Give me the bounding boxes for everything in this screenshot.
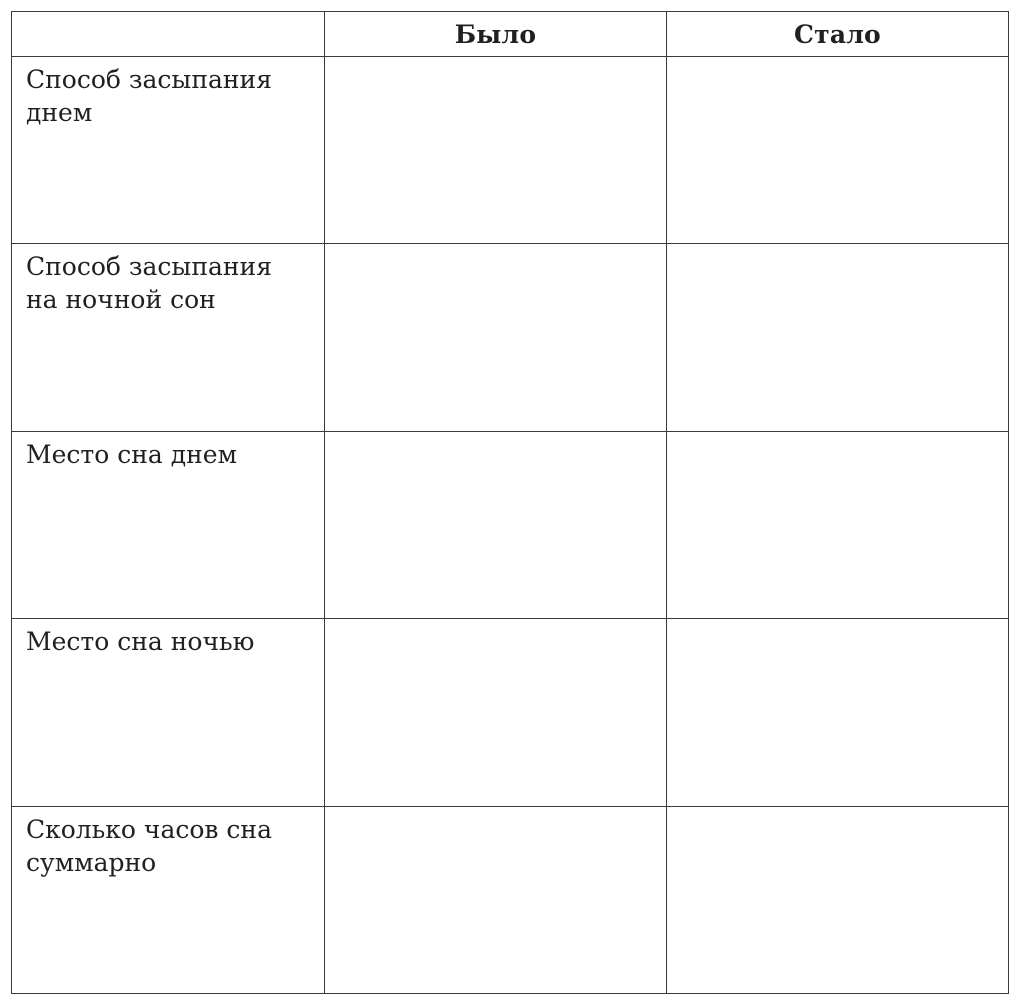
after-cell[interactable]: [667, 806, 1009, 993]
sleep-comparison-table: [11, 11, 1009, 994]
table-row: [12, 431, 1009, 618]
after-cell[interactable]: [667, 619, 1009, 806]
before-cell[interactable]: [325, 619, 667, 806]
table-row: [12, 244, 1009, 431]
row-label: Сколько часов сна суммарно: [26, 814, 272, 877]
table-row: [12, 57, 1009, 244]
table-header-row: [12, 12, 1009, 57]
header-before: Было: [325, 12, 667, 57]
row-label-cell: [12, 431, 325, 618]
header-after: Стало: [667, 12, 1009, 57]
before-cell[interactable]: [325, 244, 667, 431]
row-label-cell: [12, 806, 325, 993]
after-cell[interactable]: [667, 244, 1009, 431]
row-label: Место сна днем: [26, 439, 238, 469]
row-label-cell: [12, 57, 325, 244]
after-cell[interactable]: [667, 57, 1009, 244]
row-label: Место сна ночью: [26, 627, 255, 657]
header-corner-cell: [12, 12, 325, 57]
after-cell[interactable]: [667, 431, 1009, 618]
before-cell[interactable]: [325, 431, 667, 618]
row-label-cell: [12, 619, 325, 806]
table-row: [12, 619, 1009, 806]
before-cell[interactable]: [325, 57, 667, 244]
row-label-cell: [12, 244, 325, 431]
row-label: Способ засыпания на ночной сон: [26, 252, 272, 315]
table-row: [12, 806, 1009, 993]
before-cell[interactable]: [325, 806, 667, 993]
row-label: Способ засыпания днем: [26, 65, 272, 127]
